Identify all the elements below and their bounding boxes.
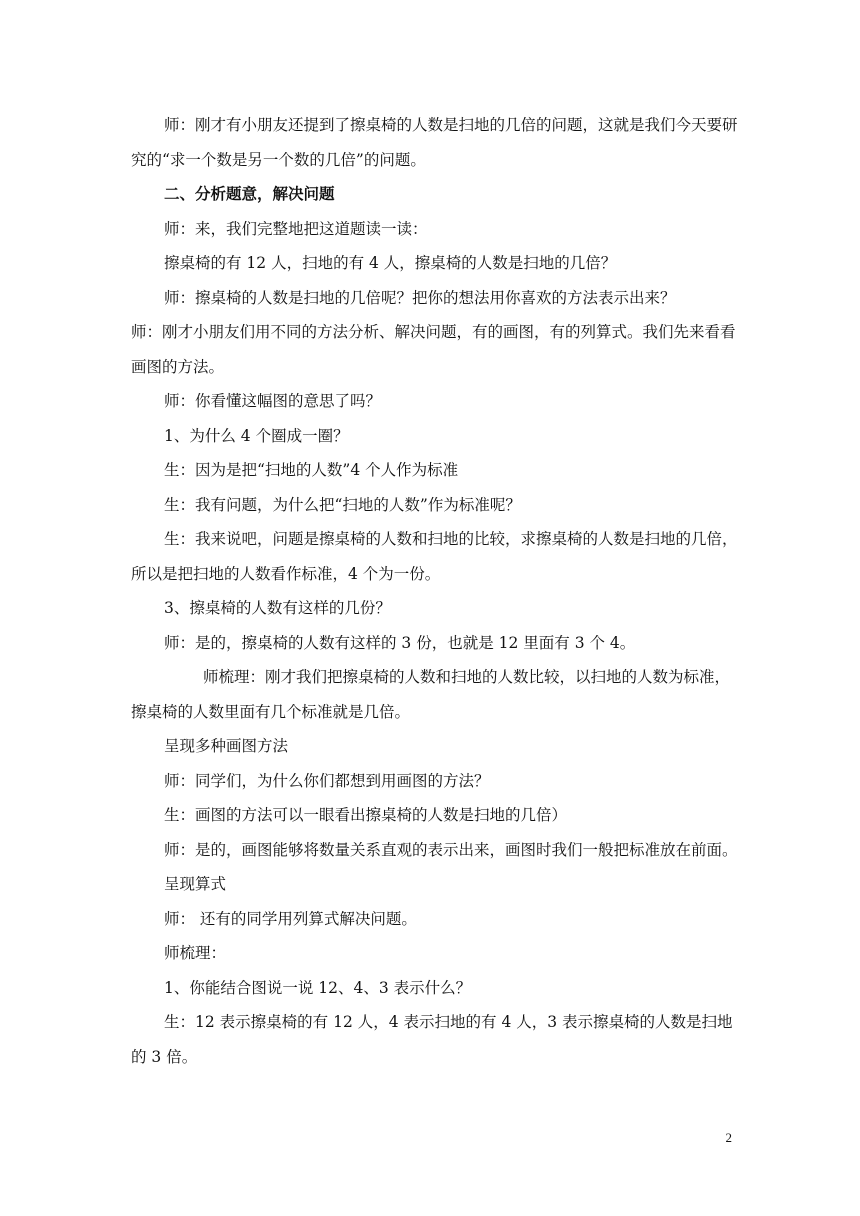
page-number: 2 [725,1130,732,1145]
teacher-summary-2: 师梳理： [164,944,227,962]
heading-formula: 呈现算式 [164,875,227,893]
heading-drawing-methods: 呈现多种画图方法 [164,737,289,755]
question-1: 1、为什么 4 个圈成一圈？ [164,426,349,445]
paragraph-read-problem: 师：来，我们完整地把这道题读一读： [164,219,428,238]
section-heading-analysis: 二、分析题意，解决问题 [164,184,335,203]
teacher-confirm: 师：是的，擦桌椅的人数有这样的 3 份，也就是 12 里面有 3 个 4。 [164,633,636,652]
question-3: 3、擦桌椅的人数有这样的几份？ [164,599,391,617]
student-drawing-answer: 生：画图的方法可以一眼看出擦桌椅的人数是扫地的几倍） [164,806,568,824]
question-meaning: 1、你能结合图说一说 12、4、3 表示什么？ [164,978,472,997]
student-question: 生：我有问题，为什么把“扫地的人数”作为标准呢？ [164,495,521,514]
student-meaning-answer: 生：12 表示擦桌椅的有 12 人，4 表示扫地的有 4 人，3 表示擦桌椅的人数是扫地的 3 倍。 [131,1013,733,1066]
student-answer-2: 生：我来说吧，问题是擦桌椅的人数和扫地的比较，求擦桌椅的人数是扫地的几倍，所以是把扫地的人数看作标准，4 个为一份。 [131,530,738,583]
teacher-formula: 师： 还有的同学用列算式解决问题。 [164,909,417,928]
paragraph-look-drawing: 师：你看懂这幅图的意思了吗？ [164,392,382,410]
paragraph-teacher-question: 师：擦桌椅的人数是扫地的几倍呢？把你的想法用你喜欢的方法表示出来？ [164,288,676,307]
paragraph-methods: 师：刚才小朋友们用不同的方法分析、解决问题，有的画图，有的列算式。我们先来看看画图的方法。 [131,323,736,376]
teacher-drawing-summary: 师：是的，画图能够将数量关系直观的表示出来，画图时我们一般把标准放在前面。 [164,840,738,859]
paragraph-problem-statement: 擦桌椅的有 12 人，扫地的有 4 人，擦桌椅的人数是扫地的几倍？ [164,254,617,272]
document-body [131,108,741,1074]
student-answer-1: 生：因为是把“扫地的人数”4 个人作为标准 [164,461,459,479]
teacher-summary: 师梳理：刚才我们把擦桌椅的人数和扫地的人数比较，以扫地的人数为标准，擦桌椅的人数里面有几个标准就是几倍。 [131,668,731,721]
teacher-why-drawing: 师：同学们，为什么你们都想到用画图的方法？ [164,771,490,790]
paragraph-teacher-intro: 师：刚才有小朋友还提到了擦桌椅的人数是扫地的几倍的问题，这就是我们今天要研究的“求一个数是另一个数的几倍”的问题。 [131,116,738,169]
